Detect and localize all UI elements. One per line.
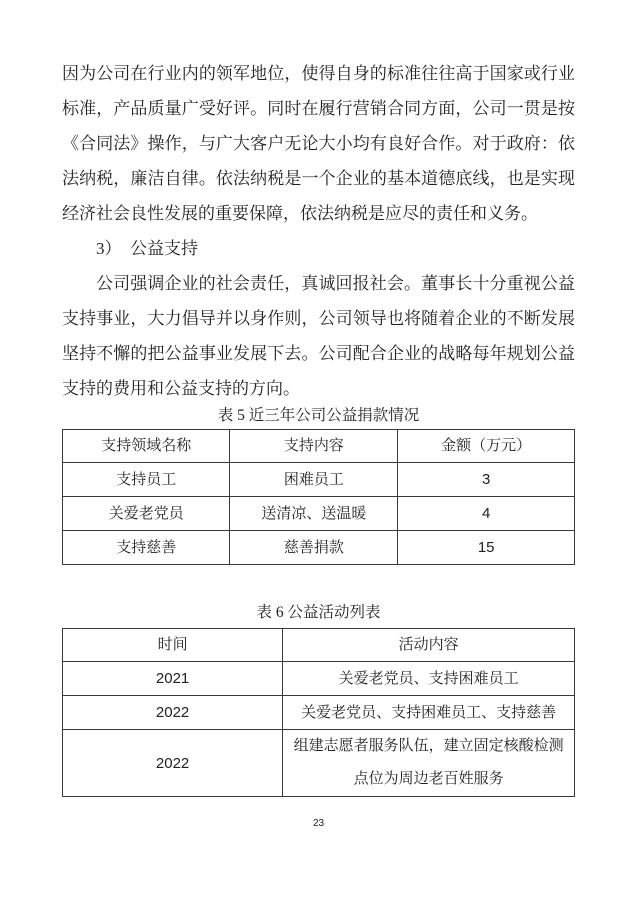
table-cell-year: 2021 — [63, 662, 283, 696]
table-cell-amount: 4 — [398, 497, 575, 531]
table-row — [63, 463, 575, 497]
table6-caption: 表 6 公益活动列表 — [256, 604, 381, 621]
table-cell: 支持慈善 — [63, 531, 230, 565]
table-row — [63, 730, 575, 797]
table-cell-amount: 15 — [398, 531, 575, 565]
paragraph-compliance: 因为公司在行业内的领军地位，使得自身的标准往往高于国家或行业标准，产品质量广受好评。同时在履行营销合同方面，公司一贯是按《合同法》操作，与广大客户无论大小均有良好合作。对于政府：依法纳税，廉洁自律。依法纳税是一个企业的基本道德底线，也是实现经济社会良性发展的重要保障，依法纳税是应尽的责任和义务。 — [62, 64, 575, 223]
table-cell: 关爱老党员、支持困难员工、支持慈善 — [283, 696, 575, 730]
paragraph-welfare-support: 公司强调企业的社会责任，真诚回报社会。董事长十分重视公益支持事业，大力倡导并以身作则，公司领导也将随着企业的不断发展坚持不懈的把公益事业发展下去。公司配合企业的战略每年规划公益支持的费用和公益支持的方向。 — [62, 274, 575, 398]
table-header-cell: 活动内容 — [283, 629, 575, 662]
table5-caption: 表 5 近三年公司公益捐款情况 — [217, 407, 420, 424]
table-cell: 组建志愿者服务队伍，建立固定核酸检测点位为周边老百姓服务 — [283, 730, 575, 797]
table-cell: 慈善捐款 — [230, 531, 398, 565]
table-cell-amount: 3 — [398, 463, 575, 497]
table-cell: 困难员工 — [230, 463, 398, 497]
table-header-row — [63, 629, 575, 662]
table-cell-year: 2022 — [63, 696, 283, 730]
table-row — [63, 662, 575, 696]
section-heading-public-welfare: 3） 公益支持 — [96, 239, 198, 258]
table-cell-year: 2022 — [63, 730, 283, 797]
table-header-cell: 支持领域名称 — [63, 430, 230, 463]
activity-table — [62, 628, 575, 797]
table-cell: 关爱老党员、支持困难员工 — [283, 662, 575, 696]
table-header-cell: 金额（万元） — [398, 430, 575, 463]
donation-table — [62, 429, 575, 565]
page-number: 23 — [312, 818, 325, 829]
table-row — [63, 696, 575, 730]
table-cell: 送清凉、送温暖 — [230, 497, 398, 531]
table-header-cell: 支持内容 — [230, 430, 398, 463]
table-header-cell: 时间 — [63, 629, 283, 662]
table-cell: 支持员工 — [63, 463, 230, 497]
table-cell: 关爱老党员 — [63, 497, 230, 531]
table-header-row — [63, 430, 575, 463]
table-row — [63, 497, 575, 531]
table-row — [63, 531, 575, 565]
